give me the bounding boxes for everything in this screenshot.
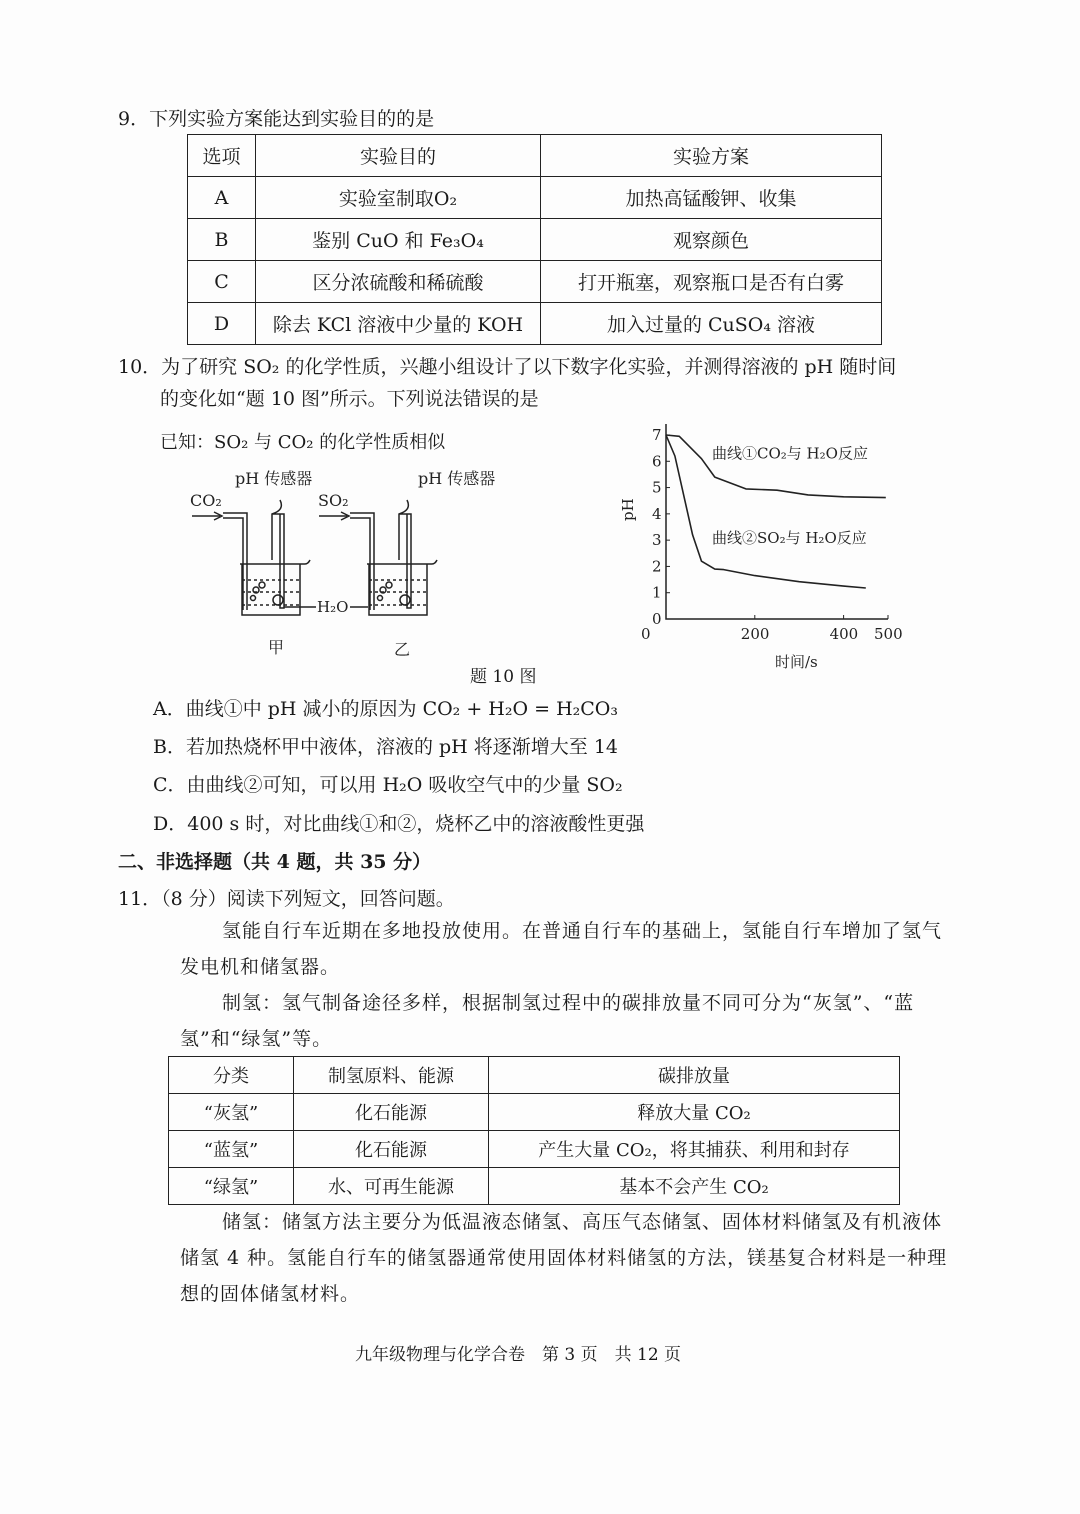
cell: C	[188, 261, 256, 303]
cell: “绿氢”	[169, 1168, 294, 1205]
series-label-2: 曲线②SO₂与 H₂O反应	[712, 528, 867, 547]
y-tick-label: 6	[652, 452, 662, 471]
sensor-label-2: pH 传感器	[418, 469, 496, 488]
cell: B	[188, 219, 256, 261]
ph-chart	[600, 415, 920, 675]
header-cell: 实验目的	[256, 135, 541, 177]
apparatus-diagram	[180, 460, 540, 660]
hydrogen-table	[168, 1056, 900, 1205]
section-heading: 二、非选择题（共 4 题，共 35 分）	[118, 851, 432, 873]
cell: “蓝氢”	[169, 1131, 294, 1168]
table-row	[188, 177, 882, 219]
x-tick-label: 200	[740, 625, 770, 643]
cell: 区分浓硫酸和稀硫酸	[256, 261, 541, 303]
y-tick-label: 4	[652, 504, 662, 523]
cell: “灰氢”	[169, 1094, 294, 1131]
sensor-label-1: pH 传感器	[235, 469, 313, 488]
page-footer: 九年级物理与化学合卷 第 3 页 共 12 页	[355, 1345, 682, 1365]
table-row	[188, 303, 882, 345]
table-row	[188, 219, 882, 261]
header-cell: 碳排放量	[489, 1057, 900, 1094]
beaker-jia	[192, 500, 310, 615]
beaker-label-yi: 乙	[394, 640, 411, 659]
beaker-label-jia: 甲	[268, 638, 285, 657]
x-tick-label: 500	[874, 625, 903, 643]
q10-stem-line2: 的变化如“题 10 图”所示。下列说法错误的是	[160, 388, 539, 410]
cell: 化石能源	[294, 1131, 489, 1168]
option-c: C．由曲线②可知，可以用 H₂O 吸收空气中的少量 SO₂	[153, 774, 623, 796]
cell: 鉴别 CuO 和 Fe₃O₄	[256, 219, 541, 261]
header-cell: 分类	[169, 1057, 294, 1094]
y-tick-label: 5	[652, 478, 662, 497]
header-cell: 实验方案	[541, 135, 882, 177]
y-tick-label: 1	[652, 583, 662, 602]
q11-paragraph-2: 制氢：氢气制备途径多样，根据制氢过程中的碳排放量不同可分为“灰氢”、“蓝氢”和“绿氢”等。	[180, 992, 915, 1050]
y-tick-label: 3	[652, 531, 662, 550]
option-b: B．若加热烧杯甲中液体，溶液的 pH 将逐渐增大至 14	[153, 736, 618, 758]
cell: 加热高锰酸钾、收集	[541, 177, 882, 219]
cell: 观察颜色	[541, 219, 882, 261]
gas-label-co2: CO₂	[190, 491, 222, 510]
y-axis-label: pH	[619, 498, 637, 521]
table-row	[169, 1131, 900, 1168]
cell: 水、可再生能源	[294, 1168, 489, 1205]
header-cell: 选项	[188, 135, 256, 177]
figure-caption: 题 10 图	[470, 667, 537, 687]
cell: 释放大量 CO₂	[489, 1094, 900, 1131]
cell: 除去 KCl 溶液中少量的 KOH	[256, 303, 541, 345]
table-row	[188, 261, 882, 303]
y-tick-label: 7	[652, 426, 662, 444]
table-row	[169, 1168, 900, 1205]
q11-paragraph-1: 氢能自行车近期在多地投放使用。在普通自行车的基础上，氢能自行车增加了氢气发电机和储氢器。	[180, 920, 943, 978]
x-tick-label: 0	[641, 625, 651, 643]
y-tick-label: 2	[652, 557, 662, 576]
cell: 化石能源	[294, 1094, 489, 1131]
q11-stem: 11．（8 分）阅读下列短文，回答问题。	[118, 888, 455, 910]
x-tick-label: 400	[829, 625, 859, 643]
q10-stem-line1: 10．为了研究 SO₂ 的化学性质，兴趣小组设计了以下数字化实验，并测得溶液的 pH 随时间	[118, 356, 897, 378]
cell: A	[188, 177, 256, 219]
table-row	[169, 1094, 900, 1131]
header-cell: 制氢原料、能源	[294, 1057, 489, 1094]
table-header	[169, 1057, 900, 1094]
q9-table	[187, 134, 882, 345]
cell: 基本不会产生 CO₂	[489, 1168, 900, 1205]
cell: 加入过量的 CuSO₄ 溶液	[541, 303, 882, 345]
table-header	[188, 135, 882, 177]
water-label: H₂O	[317, 598, 349, 616]
cell: D	[188, 303, 256, 345]
known-note: 已知：SO₂ 与 CO₂ 的化学性质相似	[160, 432, 446, 453]
cell: 打开瓶塞，观察瓶口是否有白雾	[541, 261, 882, 303]
q9-stem: 9．下列实验方案能达到实验目的的是	[118, 108, 435, 130]
x-axis-label: 时间/s	[775, 653, 818, 671]
q11-paragraph-3: 储氢：储氢方法主要分为低温液态储氢、高压气态储氢、固体材料储氢及有机液体储氢 4 种。氢能自行车的储氢器通常使用固体材料储氢的方法，镁基复合材料是一种理想的固体储氢材料。	[180, 1211, 948, 1305]
y-tick-label: 0	[652, 610, 662, 628]
cell: 实验室制取O₂	[256, 177, 541, 219]
cell: 产生大量 CO₂，将其捕获、利用和封存	[489, 1131, 900, 1168]
series-label-1: 曲线①CO₂与 H₂O反应	[712, 444, 868, 463]
gas-label-so2: SO₂	[318, 491, 349, 510]
option-d: D．400 s 时，对比曲线①和②，烧杯乙中的溶液酸性更强	[153, 813, 645, 835]
option-a: A．曲线①中 pH 减小的原因为 CO₂ + H₂O = H₂CO₃	[153, 698, 618, 720]
